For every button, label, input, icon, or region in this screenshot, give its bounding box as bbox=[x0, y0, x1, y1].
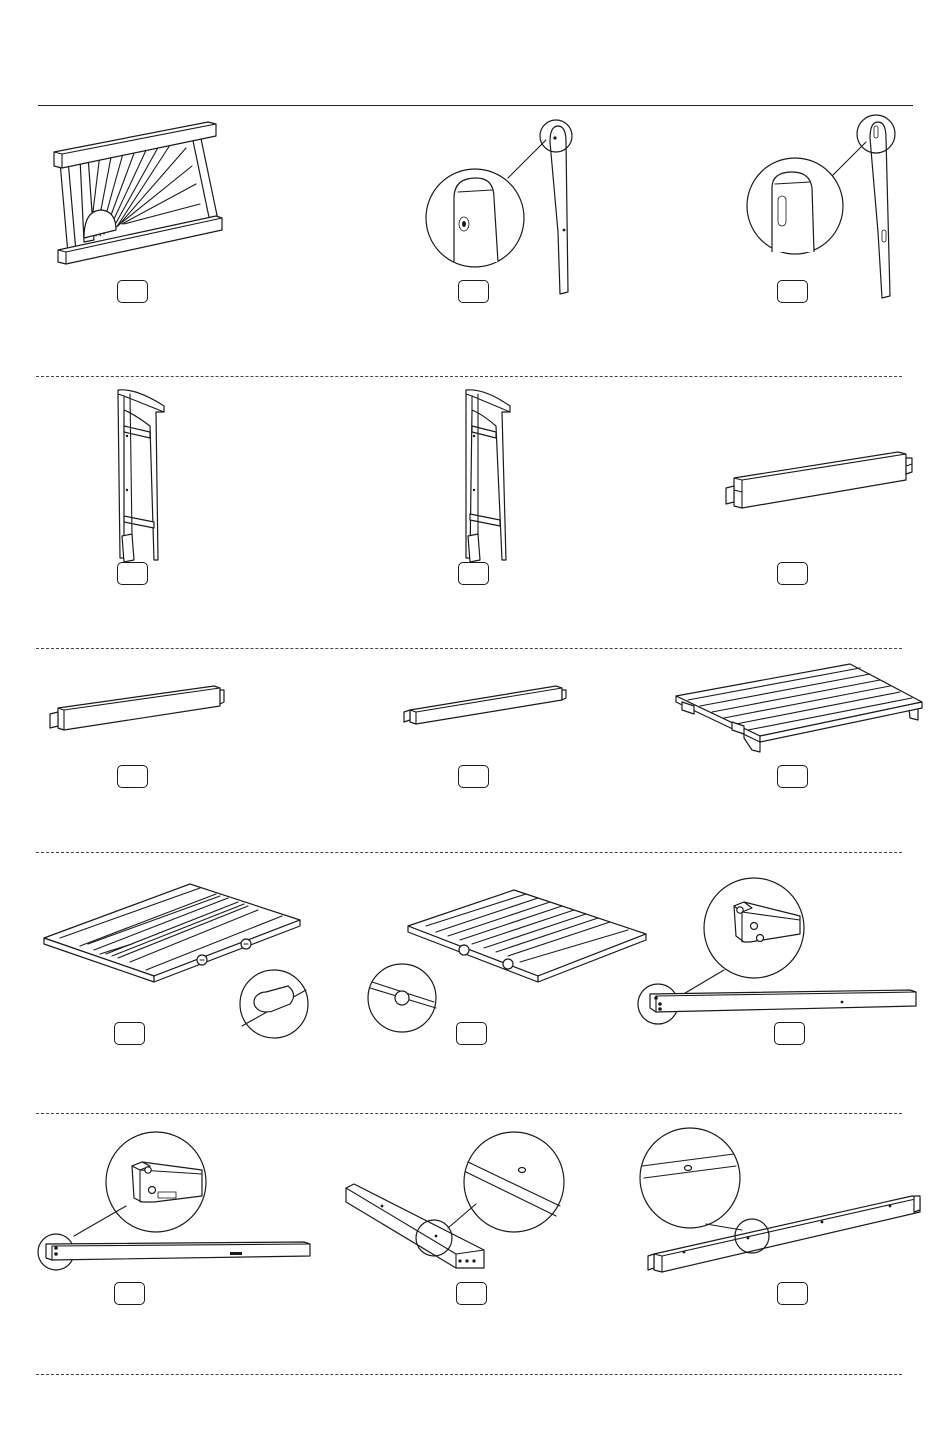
part-side-frame-left bbox=[100, 386, 180, 566]
part-number-box bbox=[117, 562, 148, 585]
part-number-box bbox=[117, 765, 148, 788]
part-long-drilled-rail bbox=[636, 1126, 926, 1282]
row-separator bbox=[36, 1374, 902, 1375]
row-separator bbox=[36, 648, 902, 649]
part-number-box bbox=[777, 562, 808, 585]
top-rule bbox=[38, 105, 913, 106]
part-drilled-bar-b bbox=[34, 1130, 314, 1276]
part-rear-leg-slot-hole bbox=[742, 112, 912, 302]
part-angled-bar bbox=[340, 1130, 570, 1276]
part-number-box bbox=[458, 562, 489, 585]
part-number-box bbox=[774, 1022, 805, 1045]
part-slatted-panel-left bbox=[40, 880, 314, 1046]
part-number-box bbox=[117, 280, 148, 303]
row-separator bbox=[36, 376, 902, 377]
part-long-rail-a bbox=[720, 440, 920, 520]
part-number-box bbox=[777, 1282, 808, 1305]
part-number-box bbox=[777, 280, 808, 303]
part-short-rail bbox=[400, 678, 570, 728]
part-number-box bbox=[458, 280, 489, 303]
part-number-box bbox=[777, 765, 808, 788]
part-slatted-panel-right bbox=[364, 886, 654, 1036]
part-slatted-seat bbox=[672, 660, 928, 756]
row-separator bbox=[36, 852, 902, 853]
part-number-box bbox=[456, 1022, 487, 1045]
part-number-box bbox=[458, 765, 489, 788]
row-separator bbox=[36, 1113, 902, 1114]
part-number-box bbox=[114, 1282, 145, 1305]
part-number-box bbox=[456, 1282, 487, 1305]
part-rear-leg-round-hole bbox=[420, 112, 590, 302]
part-drilled-bar-a bbox=[636, 876, 922, 1026]
part-long-rail-b bbox=[44, 678, 234, 738]
part-number-box bbox=[114, 1022, 145, 1045]
part-sunburst-backrest bbox=[40, 112, 240, 272]
part-side-frame-right bbox=[448, 386, 528, 566]
